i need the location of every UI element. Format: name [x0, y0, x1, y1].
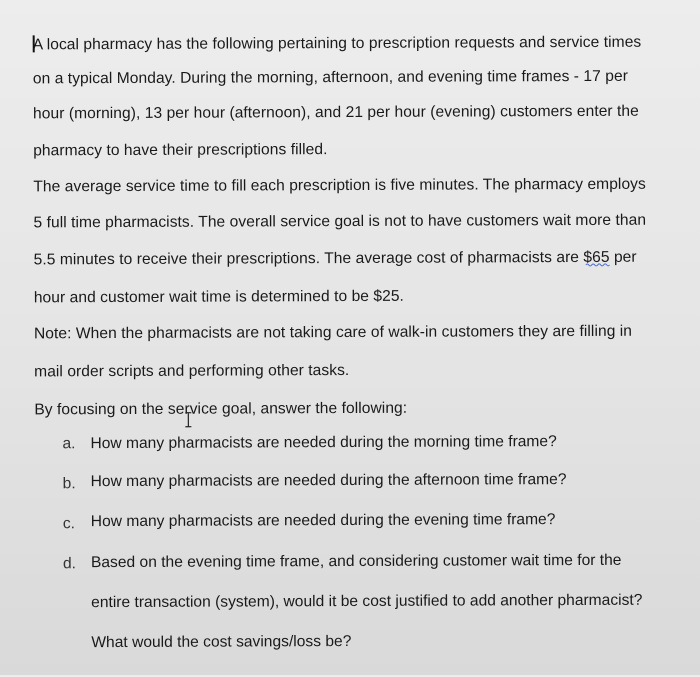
ibeam-cursor-icon [183, 412, 193, 428]
question-c-marker: c. [62, 515, 75, 533]
question-b-text: How many pharmacists are needed during the afternoon time frame? [90, 471, 567, 491]
paragraph-2-line-2: 5 full time pharmacists. The overall service goal is not to have customers wait more than [33, 211, 647, 232]
question-c-text: How many pharmacists are needed during the evening time frame? [90, 511, 556, 531]
note-line-2: mail order scripts and performing other tasks. [34, 362, 350, 381]
question-a-text: How many pharmacists are needed during the morning time frame? [90, 433, 557, 453]
question-d-marker: d. [62, 555, 77, 573]
question-d-text-line-2: entire transaction (system), would it be cost justified to add another pharmacist? [91, 591, 643, 612]
question-d-text-line-1: Based on the evening time frame, and considering customer wait time for the [90, 551, 622, 572]
note-line-1: Note: When the pharmacists are not taking care of walk-in customers they are filling in [33, 322, 633, 343]
question-b-marker: b. [62, 475, 76, 493]
paragraph-1-line-3: hour (morning), 13 per hour (afternoon), and 21 per hour (evening) customers enter the [32, 102, 639, 123]
question-a-marker: a. [62, 435, 76, 453]
paragraph-2-line-4: hour and customer wait time is determined to be $25. [33, 287, 404, 307]
paragraph-1-line-2: on a typical Monday. During the morning, afternoon, and evening time frames - 17 per [32, 67, 628, 88]
spellcheck-underline [586, 263, 610, 267]
question-d-text-line-3: What would the cost savings/loss be? [91, 632, 352, 652]
paragraph-2-line-1: The average service time to fill each prescription is five minutes. The pharmacy employs [33, 175, 646, 196]
instruction-line: By focusing on the service goal, answer the following: [34, 399, 408, 419]
paragraph-1-line-4: pharmacy to have their prescriptions filled. [33, 141, 328, 160]
paragraph-1-line-1: A local pharmacy has the following pertaining to prescription requests and service times [32, 33, 642, 54]
paragraph-2-line-3: 5.5 minutes to receive their prescriptions. The average cost of pharmacists are $65 per [33, 248, 637, 269]
